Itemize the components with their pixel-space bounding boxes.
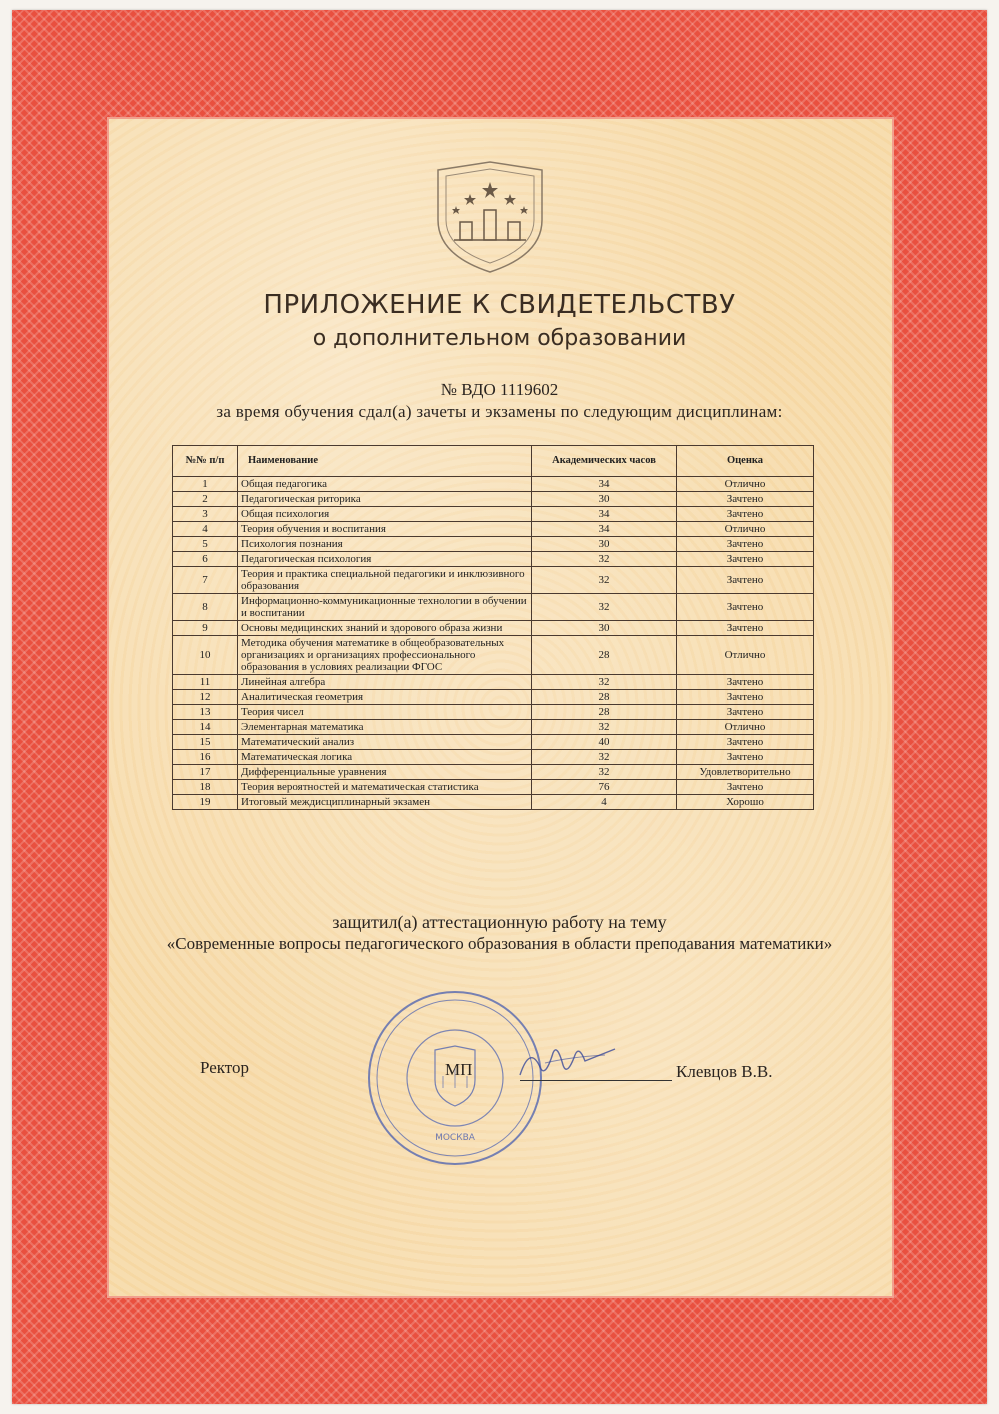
cell-grade: Зачтено xyxy=(677,492,814,507)
attestation-statement: защитил(а) аттестационную работу на тему xyxy=(332,912,667,932)
header-name: Наименование xyxy=(238,446,532,477)
emblem-icon xyxy=(430,160,550,275)
document-number: № ВДО 1119602 xyxy=(440,380,559,399)
cell-name: Педагогическая психология xyxy=(238,552,532,567)
cell-hours: 32 xyxy=(532,552,677,567)
table-row xyxy=(173,594,814,621)
disciplines-table xyxy=(172,445,814,810)
cell-name: Основы медицинских знаний и здорового образа жизни xyxy=(238,621,532,636)
table-header-row xyxy=(173,446,814,477)
cell-hours: 32 xyxy=(532,594,677,621)
cell-name: Информационно-коммуникационные технологии в обучении и воспитании xyxy=(238,594,532,621)
table-row xyxy=(173,750,814,765)
cell-hours: 30 xyxy=(532,537,677,552)
table-row xyxy=(173,705,814,720)
cell-grade: Зачтено xyxy=(677,621,814,636)
stamp-city: МОСКВА xyxy=(435,1133,475,1143)
cell-hours: 40 xyxy=(532,735,677,750)
cell-grade: Отлично xyxy=(677,636,814,675)
rector-label: Ректор xyxy=(200,1058,250,1077)
table-row xyxy=(173,507,814,522)
header-hours: Академических часов xyxy=(532,446,677,477)
table-row xyxy=(173,675,814,690)
cell-name: Линейная алгебра xyxy=(238,675,532,690)
cell-grade: Отлично xyxy=(677,477,814,492)
table-row xyxy=(173,720,814,735)
page-subtitle-education: о дополнительном образовании xyxy=(312,326,687,351)
cell-hours: 32 xyxy=(532,765,677,780)
cell-hours: 28 xyxy=(532,690,677,705)
cell-number: 19 xyxy=(173,795,238,810)
cell-name: Общая психология xyxy=(238,507,532,522)
disciplines-intro: за время обучения сдал(а) зачеты и экзамены по следующим дисциплинам: xyxy=(216,402,783,421)
seal-place-label: МП xyxy=(445,1060,473,1079)
cell-number: 4 xyxy=(173,522,238,537)
table-row xyxy=(173,690,814,705)
cell-grade: Зачтено xyxy=(677,735,814,750)
table-row xyxy=(173,522,814,537)
cell-name: Математическая логика xyxy=(238,750,532,765)
cell-name: Теория чисел xyxy=(238,705,532,720)
cell-number: 7 xyxy=(173,567,238,594)
cell-hours: 34 xyxy=(532,522,677,537)
cell-name: Педагогическая риторика xyxy=(238,492,532,507)
cell-hours: 32 xyxy=(532,675,677,690)
table-row xyxy=(173,552,814,567)
cell-number: 5 xyxy=(173,537,238,552)
cell-number: 14 xyxy=(173,720,238,735)
cell-number: 6 xyxy=(173,552,238,567)
signer-name: Клевцов В.В. xyxy=(676,1062,773,1081)
table-row xyxy=(173,492,814,507)
cell-grade: Отлично xyxy=(677,522,814,537)
cell-number: 12 xyxy=(173,690,238,705)
cell-hours: 76 xyxy=(532,780,677,795)
cell-grade: Зачтено xyxy=(677,594,814,621)
cell-number: 8 xyxy=(173,594,238,621)
cell-name: Аналитическая геометрия xyxy=(238,690,532,705)
table-row xyxy=(173,765,814,780)
cell-name: Теория обучения и воспитания xyxy=(238,522,532,537)
cell-name: Элементарная математика xyxy=(238,720,532,735)
table-row xyxy=(173,780,814,795)
cell-name: Итоговый междисциплинарный экзамен xyxy=(238,795,532,810)
cell-hours: 34 xyxy=(532,507,677,522)
cell-hours: 30 xyxy=(532,621,677,636)
cell-hours: 4 xyxy=(532,795,677,810)
cell-hours: 32 xyxy=(532,750,677,765)
cell-grade: Зачтено xyxy=(677,507,814,522)
cell-grade: Зачтено xyxy=(677,675,814,690)
cell-name: Теория и практика специальной педагогики и инклюзивного образования xyxy=(238,567,532,594)
table-row xyxy=(173,636,814,675)
signature-scribble-icon xyxy=(515,1035,625,1085)
cell-name: Общая педагогика xyxy=(238,477,532,492)
header-grade: Оценка xyxy=(677,446,814,477)
table-body xyxy=(173,477,814,810)
table-row xyxy=(173,621,814,636)
cell-name: Дифференциальные уравнения xyxy=(238,765,532,780)
table-row xyxy=(173,795,814,810)
cell-number: 18 xyxy=(173,780,238,795)
attestation-topic: «Современные вопросы педагогического образования в области преподавания математики» xyxy=(166,934,833,953)
cell-grade: Зачтено xyxy=(677,567,814,594)
table-row xyxy=(173,735,814,750)
cell-grade: Хорошо xyxy=(677,795,814,810)
cell-name: Теория вероятностей и математическая статистика xyxy=(238,780,532,795)
cell-grade: Зачтено xyxy=(677,690,814,705)
cell-number: 17 xyxy=(173,765,238,780)
cell-number: 11 xyxy=(173,675,238,690)
cell-hours: 28 xyxy=(532,636,677,675)
cell-number: 10 xyxy=(173,636,238,675)
cell-number: 1 xyxy=(173,477,238,492)
cell-hours: 28 xyxy=(532,705,677,720)
cell-name: Методика обучения математике в общеобразовательных организациях и организациях профессионального образования в условиях реализации ФГОС xyxy=(238,636,532,675)
table-row xyxy=(173,477,814,492)
cell-number: 3 xyxy=(173,507,238,522)
cell-number: 9 xyxy=(173,621,238,636)
page-title: ПРИЛОЖЕНИЕ К СВИДЕТЕЛЬСТВУ xyxy=(263,290,736,320)
cell-hours: 32 xyxy=(532,567,677,594)
cell-hours: 32 xyxy=(532,720,677,735)
cell-number: 16 xyxy=(173,750,238,765)
cell-hours: 30 xyxy=(532,492,677,507)
header-number: №№ п/п xyxy=(173,446,238,477)
cell-grade: Зачтено xyxy=(677,705,814,720)
cell-hours: 34 xyxy=(532,477,677,492)
cell-number: 15 xyxy=(173,735,238,750)
cell-number: 13 xyxy=(173,705,238,720)
cell-name: Психология познания xyxy=(238,537,532,552)
cell-grade: Отлично xyxy=(677,720,814,735)
table-row xyxy=(173,537,814,552)
cell-grade: Удовлетворительно xyxy=(677,765,814,780)
table-row xyxy=(173,567,814,594)
cell-number: 2 xyxy=(173,492,238,507)
cell-name: Математический анализ xyxy=(238,735,532,750)
cell-grade: Зачтено xyxy=(677,537,814,552)
cell-grade: Зачтено xyxy=(677,780,814,795)
cell-grade: Зачтено xyxy=(677,750,814,765)
cell-grade: Зачтено xyxy=(677,552,814,567)
